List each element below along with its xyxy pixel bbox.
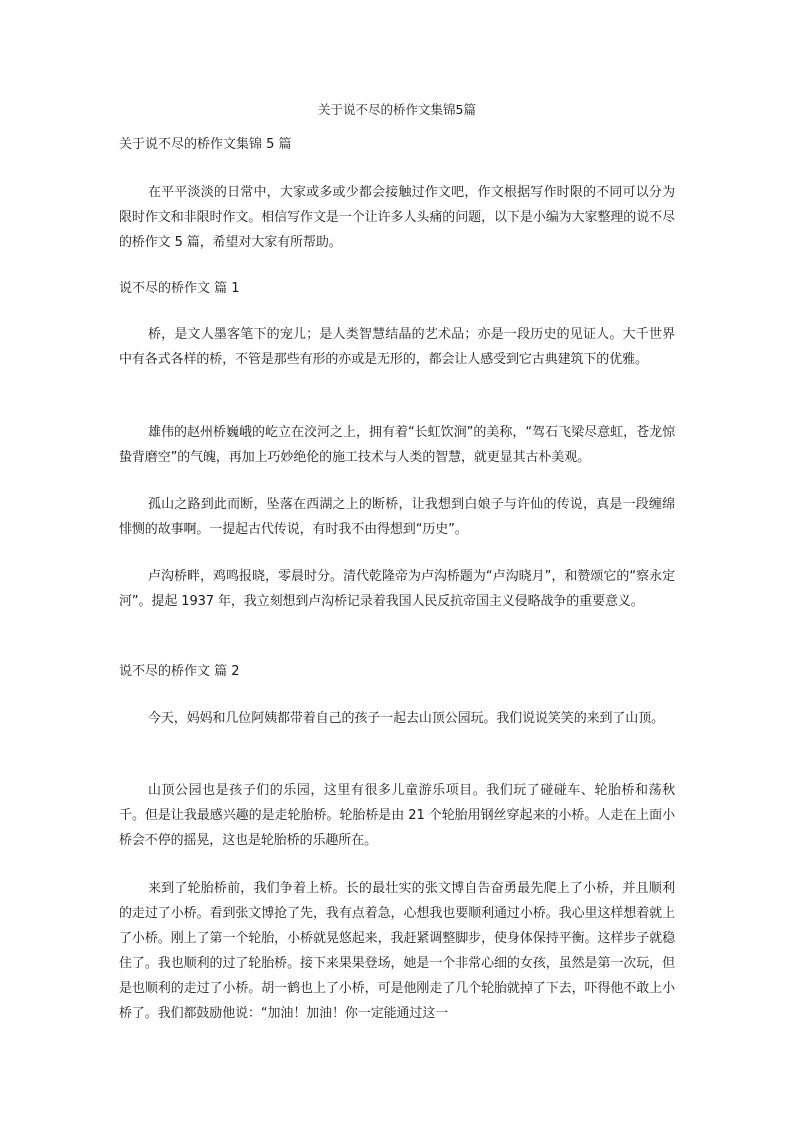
section-heading-2: 说不尽的桥作文 篇 2	[119, 664, 240, 679]
section-2-paragraph-3: 来到了轮胎桥前，我们争着上桥。长的最壮实的张文博自告奋勇最先爬上了小桥，并且顺利的走过了小桥。看到张文博抢了先，我有点着急，心想我也要顺利通过小桥。我心里这样想着就上了小桥。刚上了第一个轮胎，小桥就晃悠起来，我赶紧调整脚步，使身体保持平衡。这样步子就稳住了。我也顺利的过了轮胎桥。接下来果果登场，她是一个非常心细的女孩，虽然是第一次玩，但是也顺利的走过了小桥。胡一鹤也上了小桥，可是他刚走了几个轮胎就掉了下去，吓得他不敢上小桥了。我们都鼓励他说：“加油！加油！你一定能通过这一	[119, 881, 675, 1021]
document-subtitle: 关于说不尽的桥作文集锦 5 篇	[119, 137, 292, 152]
section-1-paragraph-2: 雄伟的赵州桥巍峨的屹立在洨河之上，拥有着“长虹饮涧”的美称，“驾石飞梁尽意虹，苍龙惊蛰背磨空”的气魄，再加上巧妙绝伦的施工技术与人类的智慧，就更显其古朴美观。	[119, 425, 675, 465]
section-2-paragraph-2: 山顶公园也是孩子们的乐园，这里有很多儿童游乐项目。我们玩了碰碰车、轮胎桥和荡秋千。但是让我最感兴趣的是走轮胎桥。轮胎桥是由 21 个轮胎用钢丝穿起来的小桥。人走在上面小桥会不停的摇晃，这也是轮胎桥的乐趣所在。	[119, 783, 675, 848]
section-2-paragraph-1: 今天，妈妈和几位阿姨都带着自己的孩子一起去山顶公园玩。我们说说笑笑的来到了山顶。	[148, 711, 665, 726]
section-1-paragraph-3: 孤山之路到此而断，坠落在西湖之上的断桥，让我想到白娘子与许仙的传说，真是一段缠绵悱恻的故事啊。一提起古代传说，有时我不由得想到“历史”。	[119, 497, 675, 537]
intro-paragraph: 在平平淡淡的日常中，大家或多或少都会接触过作文吧，作文根据写作时限的不同可以分为限时作文和非限时作文。相信写作文是一个让许多人头痛的问题，以下是小编为大家整理的说不尽的桥作文 5 篇，希望对大家有所帮助。	[119, 185, 675, 250]
section-1-paragraph-1: 桥，是文人墨客笔下的宠儿；是人类智慧结晶的艺术品；亦是一段历史的见证人。大千世界中有各式各样的桥，不管是那些有形的亦或是无形的，都会让人感受到它古典建筑下的优雅。	[119, 327, 675, 367]
section-heading-1: 说不尽的桥作文 篇 1	[119, 281, 240, 296]
section-1-paragraph-4: 卢沟桥畔，鸡鸣报晓，零晨时分。清代乾隆帝为卢沟桥题为“卢沟晓月”，和赞颂它的“察永定河”。提起 1937 年，我立刻想到卢沟桥记录着我国人民反抗帝国主义侵略战争的重要意义。	[119, 569, 675, 609]
document-title: 关于说不尽的桥作文集锦5篇	[318, 102, 476, 117]
